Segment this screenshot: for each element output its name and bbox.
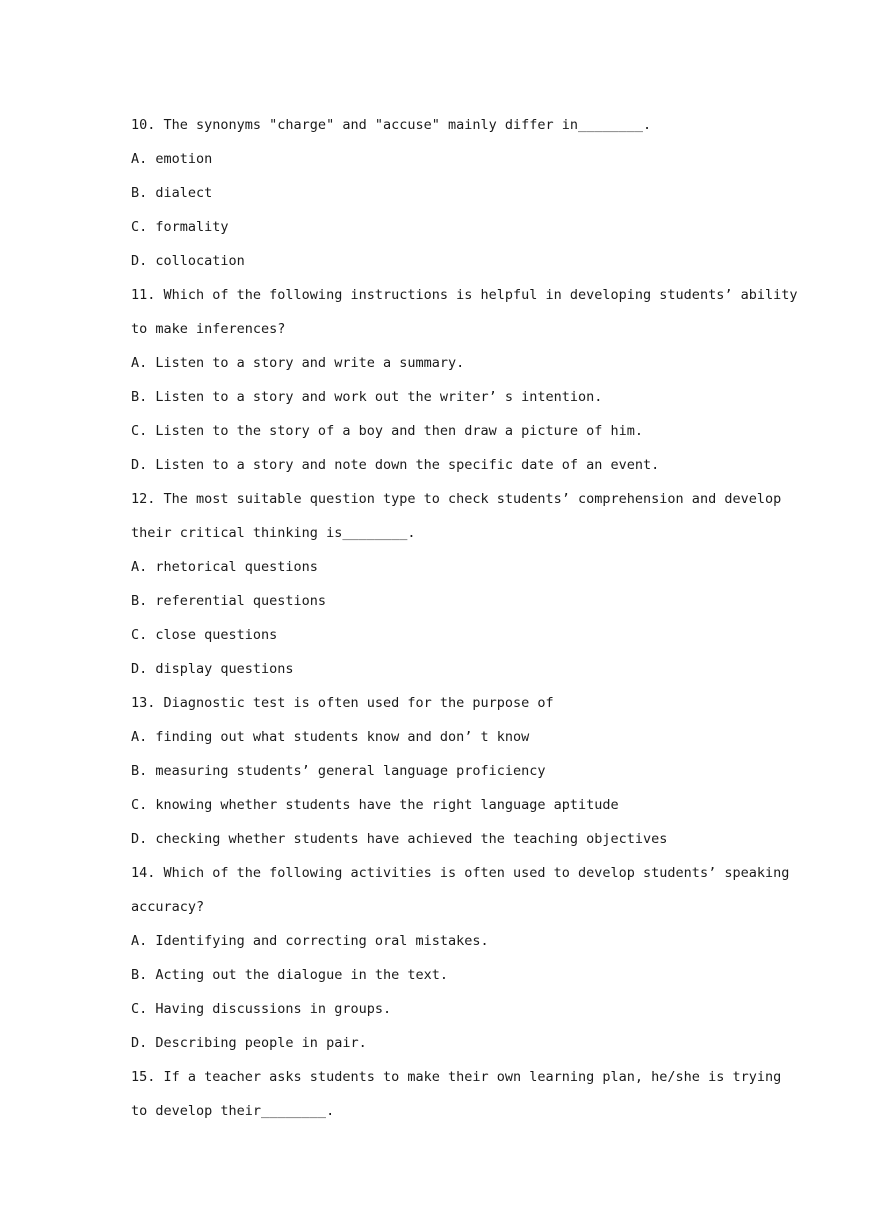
option-a: A. Identifying and correcting oral mistakes.: [131, 933, 489, 949]
question-14: [131, 856, 790, 1060]
option-c: C. knowing whether students have the right language aptitude: [131, 797, 619, 813]
question-12: [131, 482, 782, 686]
question-10: [131, 108, 751, 278]
option-d: D. display questions: [131, 661, 294, 677]
question-13: [131, 686, 751, 856]
option-c: C. close questions: [131, 627, 278, 643]
question-stem: 14. Which of the following activities is often used to develop students’ speaking: [131, 865, 790, 881]
option-a: A. finding out what students know and don’ t know: [131, 729, 530, 745]
question-stem-continued: to develop their________.: [131, 1103, 335, 1119]
option-c: C. formality: [131, 219, 229, 235]
option-b: B. Listen to a story and work out the writer’ s intention.: [131, 389, 603, 405]
document-page: [131, 108, 798, 1128]
option-d: D. checking whether students have achieved the teaching objectives: [131, 831, 668, 847]
question-stem: 15. If a teacher asks students to make their own learning plan, he/she is trying: [131, 1069, 782, 1085]
option-a: A. Listen to a story and write a summary.: [131, 355, 465, 371]
question-stem: 11. Which of the following instructions is helpful in developing students’ ability: [131, 287, 798, 303]
option-c: C. Having discussions in groups.: [131, 1001, 392, 1017]
question-stem-continued: their critical thinking is________.: [131, 525, 416, 541]
question-15: [131, 1060, 782, 1128]
question-stem: 13. Diagnostic test is often used for the purpose of: [131, 695, 554, 711]
option-b: B. Acting out the dialogue in the text.: [131, 967, 448, 983]
option-a: A. emotion: [131, 151, 213, 167]
option-d: D. Describing people in pair.: [131, 1035, 367, 1051]
question-stem-continued: to make inferences?: [131, 321, 286, 337]
question-stem-continued: accuracy?: [131, 899, 205, 915]
option-d: D. collocation: [131, 253, 245, 269]
option-b: B. dialect: [131, 185, 213, 201]
option-c: C. Listen to the story of a boy and then draw a picture of him.: [131, 423, 644, 439]
option-b: B. measuring students’ general language proficiency: [131, 763, 546, 779]
option-b: B. referential questions: [131, 593, 327, 609]
question-stem: 10. The synonyms "charge" and "accuse" mainly differ in________.: [131, 117, 652, 133]
question-stem: 12. The most suitable question type to check students’ comprehension and develop: [131, 491, 782, 507]
question-11: [131, 278, 798, 482]
option-d: D. Listen to a story and note down the specific date of an event.: [131, 457, 660, 473]
option-a: A. rhetorical questions: [131, 559, 318, 575]
